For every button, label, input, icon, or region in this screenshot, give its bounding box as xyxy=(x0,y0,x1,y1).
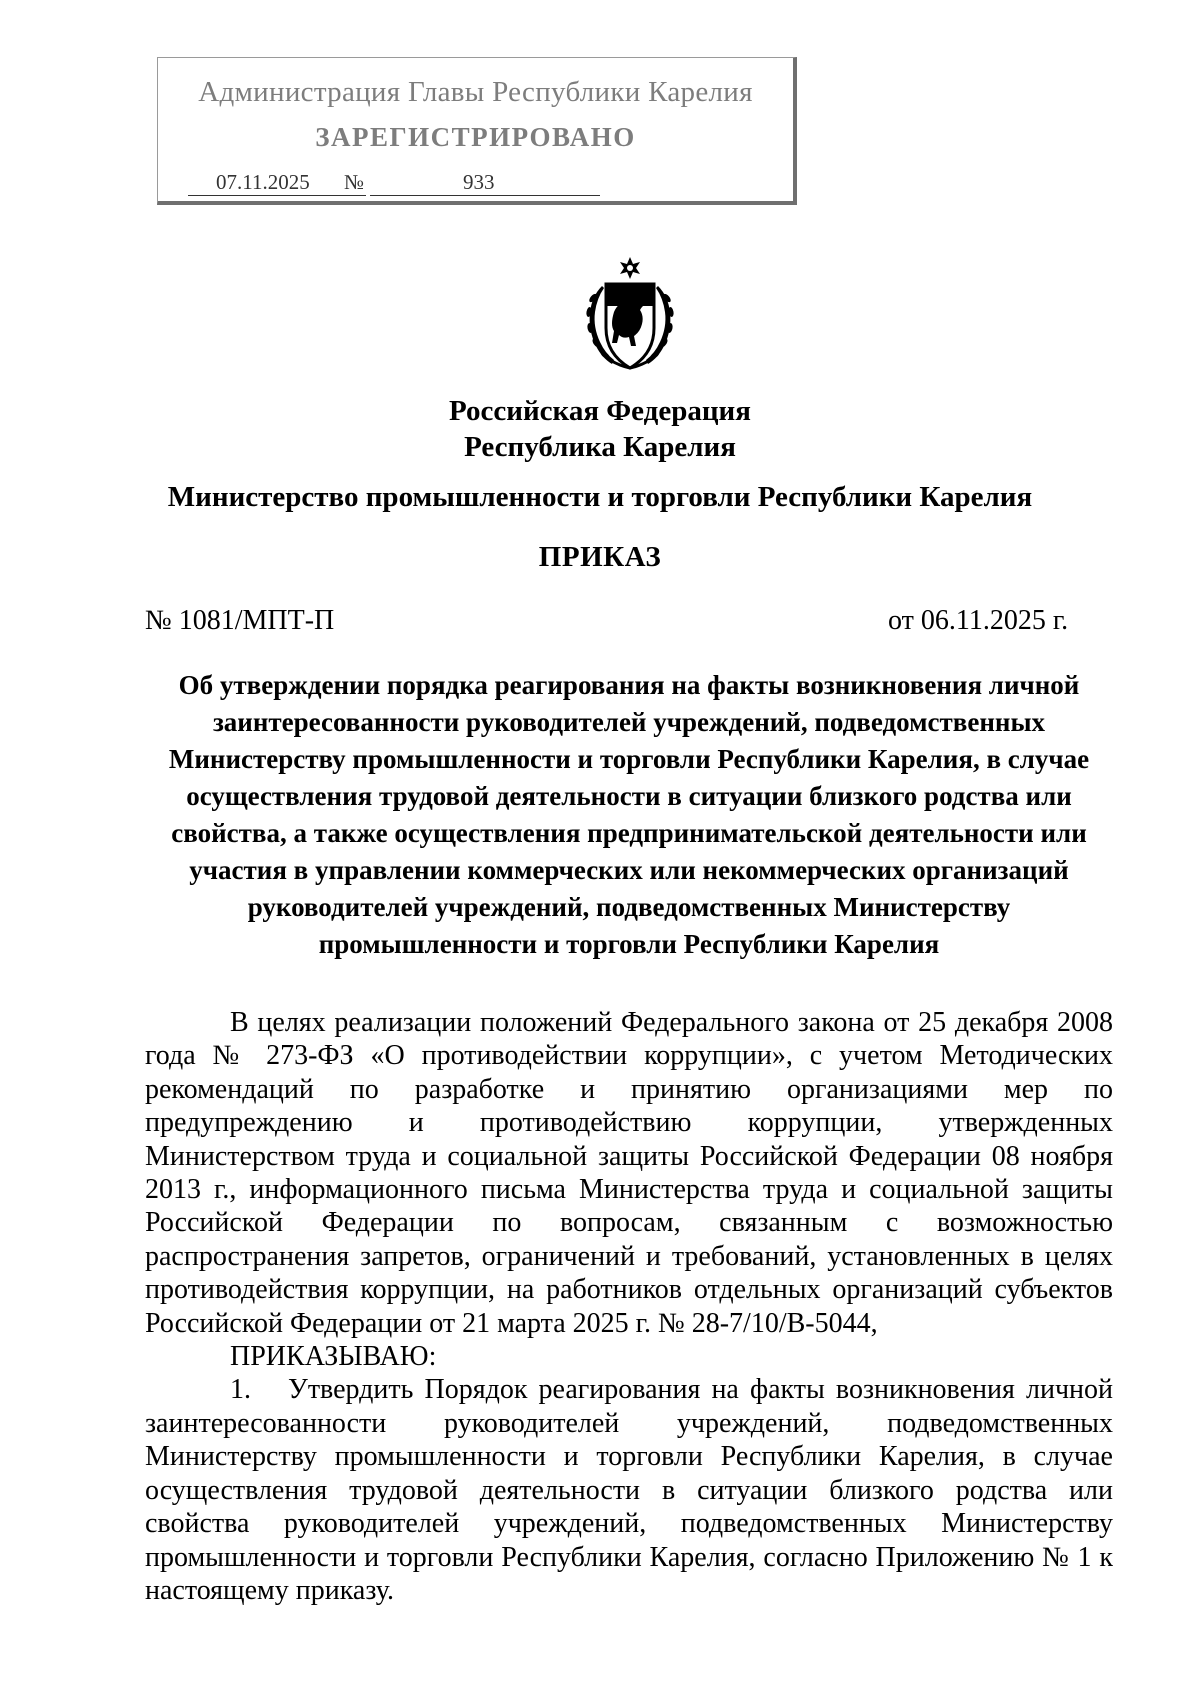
header-ministry: Министерство промышленности и торговли Республики Карелия xyxy=(167,481,1033,513)
header-republic: Республика Карелия xyxy=(464,431,736,463)
preamble-paragraph: В целях реализации положений Федерального закона от 25 декабря 2008 года № 273-ФЗ «О противодействии коррупции», с учетом Методических рекомендаций по разработке и принятию организациями мер по предупреждению и противодействию коррупции, утвержденных Министерством труда и социальной защиты Российской Федерации 08 ноября 2013 г., информационного письма Министерства труда и социальной защиты Российской Федерации по вопросам, связанным с возможностью распространения запретов, ограничений и требований, установленных в целях противодействия коррупции, на работников отдельных организаций субъектов Российской Федерации от 21 марта 2025 г. № 28-7/10/В-5044, xyxy=(145,1007,1113,1339)
order-body xyxy=(145,1006,1113,1607)
header-federation: Российская Федерация xyxy=(449,395,751,427)
stamp-number: 933 xyxy=(370,170,600,196)
order-word: ПРИКАЗЫВАЮ: xyxy=(230,1341,437,1373)
document-type: ПРИКАЗ xyxy=(538,541,662,573)
stamp-status: ЗАРЕГИСТРИРОВАНО xyxy=(315,122,636,152)
item-1-number: 1. xyxy=(230,1374,251,1406)
stamp-number-sign: № xyxy=(344,170,365,194)
item-1-paragraph xyxy=(145,1373,1113,1607)
order-number: № 1081/МПТ-П xyxy=(145,605,335,636)
stamp-date: 07.11.2025 xyxy=(188,170,366,196)
stamp-organization: Администрация Главы Республики Карелия xyxy=(198,76,753,108)
karelia-coat-of-arms-icon xyxy=(584,256,676,374)
registration-stamp xyxy=(157,57,797,205)
order-title: Об утверждении порядка реагирования на факты возникновения личной заинтересованности руководителей учреждений, подведомственных Министерству промышленности и торговли Республики Карелия, в случае осуществления трудовой деятельности в ситуации близкого родства или свойства, а также осуществления предпринимательской деятельности или участия в управлении коммерческих или некоммерческих организаций руководителей учреждений, подведомственных Министерству промышленности и торговли Республики Карелия xyxy=(168,670,1090,959)
item-1-text: Утвердить Порядок реагирования на факты возникновения личной заинтересованности руководителей учреждений, подведомственных Министерству промышленности и торговли Республики Карелия, в случае осуществления трудовой деятельности в ситуации близкого родства или свойства руководителей учреждений, подведомственных Министерству промышленности и торговли Республики Карелия, согласно Приложению № 1 к настоящему приказу. xyxy=(145,1374,1113,1606)
order-date: от 06.11.2025 г. xyxy=(888,605,1069,636)
